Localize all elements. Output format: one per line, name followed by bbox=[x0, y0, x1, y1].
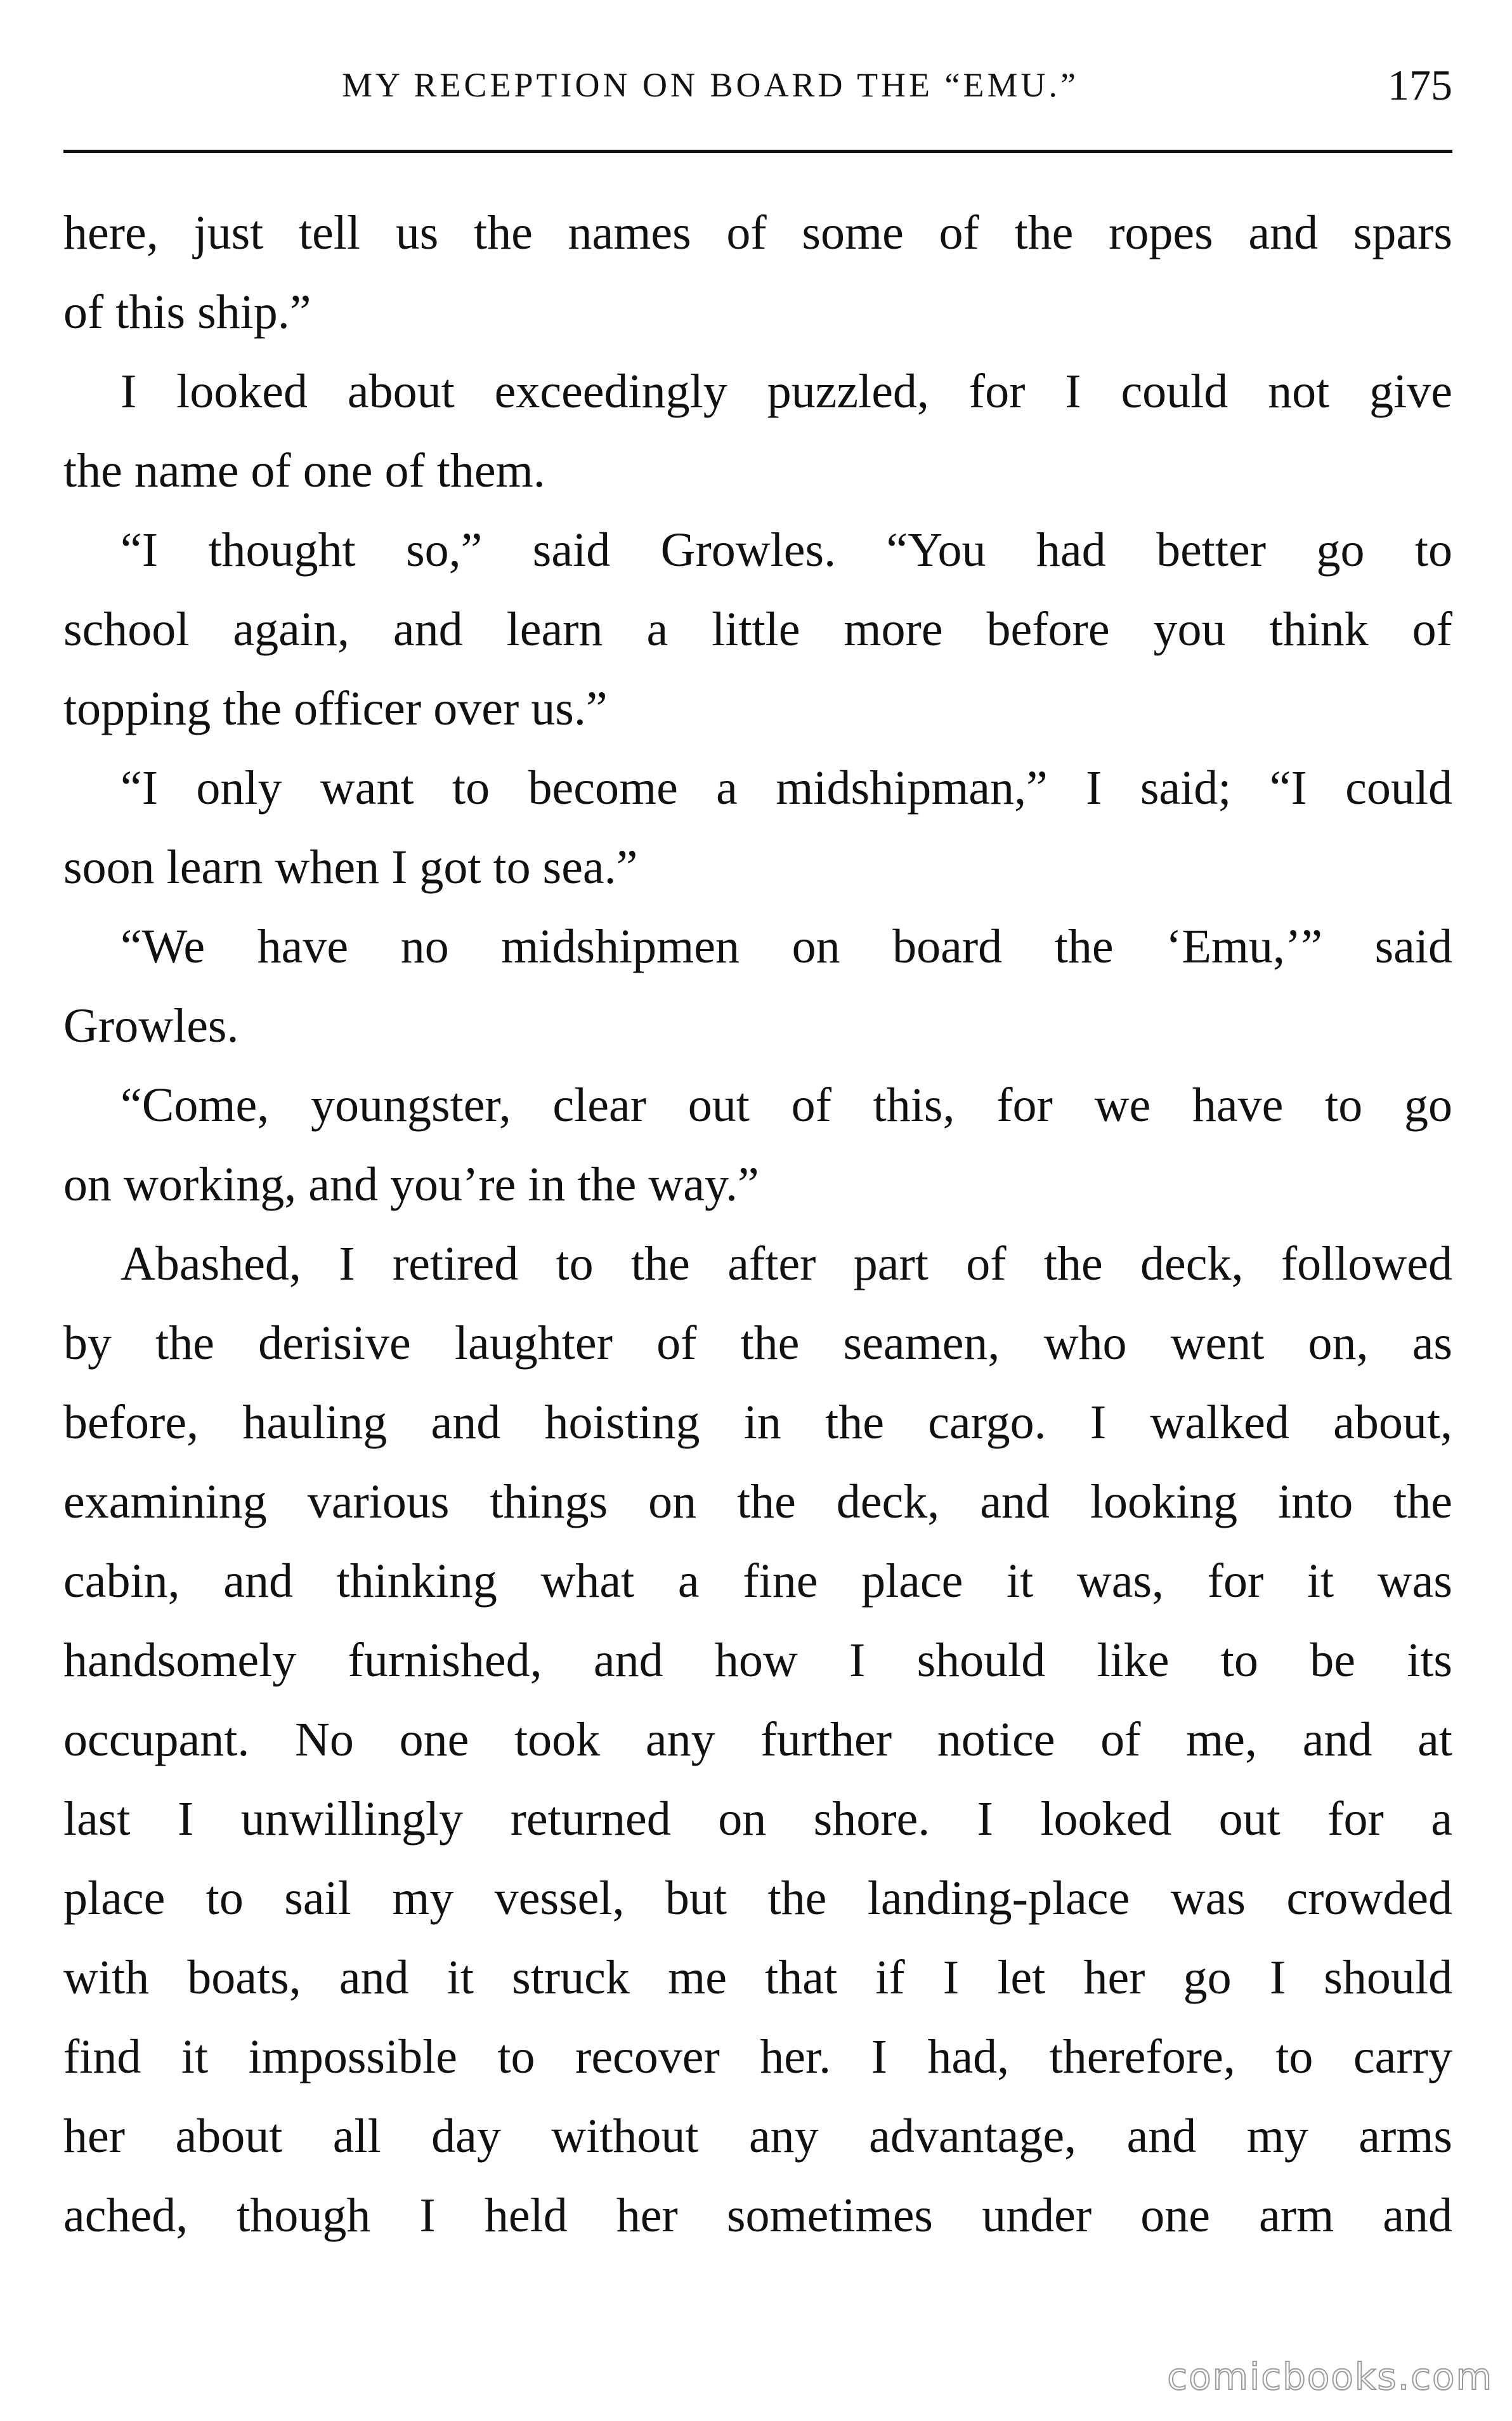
text-line: “Come, youngster, clear out of this, for we have to go bbox=[121, 1079, 1452, 1132]
text-line: Abashed, I retired to the after part of the deck, followed bbox=[121, 1237, 1452, 1290]
watermark: comicbooks.com bbox=[1167, 2355, 1493, 2398]
text-line: place to sail my vessel, but the landing-place was crowded bbox=[63, 1872, 1452, 1925]
text-line: Growles. bbox=[63, 999, 239, 1053]
page-number: 175 bbox=[1388, 61, 1452, 109]
running-head bbox=[63, 38, 1452, 108]
text-line: “I only want to become a midshipman,” I said; “I could bbox=[121, 761, 1452, 815]
text-line: occupant. No one took any further notice of me, and at bbox=[63, 1713, 1452, 1766]
text-line: last I unwillingly returned on shore. I looked out for a bbox=[63, 1792, 1452, 1846]
text-line: ached, though I held her sometimes under one arm and bbox=[63, 2189, 1452, 2242]
text-line: handsomely furnished, and how I should like to be its bbox=[63, 1634, 1452, 1687]
text-line: her about all day without any advantage, and my arms bbox=[63, 2109, 1452, 2163]
running-title: MY RECEPTION ON BOARD THE “EMU.” bbox=[342, 66, 1079, 104]
text-line: soon learn when I got to sea.” bbox=[63, 841, 638, 894]
text-line: of this ship.” bbox=[63, 285, 311, 339]
text-line: with boats, and it struck me that if I let her go I should bbox=[63, 1951, 1452, 2004]
text-line: examining various things on the deck, and looking into the bbox=[63, 1475, 1452, 1528]
text-line: before, hauling and hoisting in the cargo. I walked about, bbox=[63, 1396, 1452, 1449]
text-line: find it impossible to recover her. I had, therefore, to carry bbox=[63, 2030, 1452, 2083]
text-line: school again, and learn a little more before you think of bbox=[63, 603, 1452, 656]
text-line: topping the officer over us.” bbox=[63, 682, 608, 735]
text-line: cabin, and thinking what a fine place it was, for it was bbox=[63, 1554, 1452, 1608]
body-text bbox=[63, 194, 1452, 2255]
text-line: the name of one of them. bbox=[63, 444, 545, 497]
text-line: by the derisive laughter of the seamen, who went on, as bbox=[63, 1316, 1452, 1370]
text-line: “I thought so,” said Growles. “You had better go to bbox=[121, 523, 1452, 577]
text-line: “We have no midshipmen on board the ‘Emu,’” said bbox=[121, 920, 1452, 973]
text-line: I looked about exceedingly puzzled, for I could not give bbox=[121, 365, 1452, 418]
text-line: on working, and you’re in the way.” bbox=[63, 1158, 759, 1211]
text-line: here, just tell us the names of some of the ropes and spars bbox=[63, 206, 1452, 259]
header-rule bbox=[63, 150, 1452, 153]
